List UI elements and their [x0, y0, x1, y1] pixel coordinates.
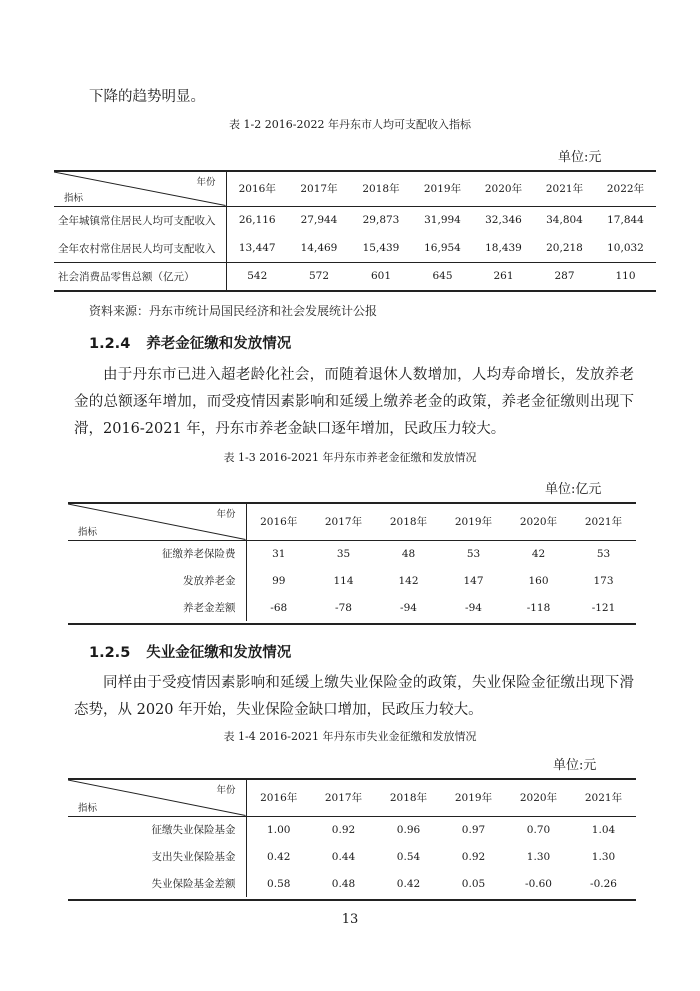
- table-cell: 32,346: [485, 214, 522, 227]
- income-table: [54, 172, 656, 290]
- table-row: [68, 567, 636, 594]
- table-cell: -118: [526, 601, 551, 614]
- section-title: 养老金征缴和发放情况: [146, 336, 292, 352]
- table-cell: 16,954: [424, 242, 461, 254]
- table-cell: 261: [493, 270, 514, 282]
- table-cell: 0.05: [461, 877, 486, 890]
- table-cell: 42: [531, 547, 546, 560]
- table-cell: 0.92: [331, 823, 356, 836]
- table-cell: -78: [335, 601, 352, 614]
- header-indicator-label: 指标: [78, 802, 98, 814]
- table-cell: 0.70: [526, 823, 551, 836]
- table-cell: -0.26: [590, 877, 617, 890]
- row-label: 征缴失业保险基金: [68, 816, 246, 843]
- table-cell: 48: [401, 547, 416, 560]
- column-header: 2016年: [246, 504, 311, 540]
- table-unit: 单位:亿元: [545, 482, 602, 497]
- section-number: 1.2.4: [89, 336, 131, 352]
- table-cell: 287: [554, 270, 575, 282]
- table-cell: 14,469: [300, 242, 338, 254]
- column-header: 2017年: [311, 504, 376, 540]
- table-cell: 0.42: [267, 850, 291, 863]
- table-corner-header: [54, 172, 226, 206]
- table-cell: 31: [272, 547, 286, 560]
- row-label: 社会消费品零售总额（亿元）: [54, 262, 226, 290]
- column-header: 2020年: [506, 504, 571, 540]
- table-row: [54, 234, 656, 262]
- header-year-label: 年份: [216, 509, 236, 520]
- section-heading: [89, 641, 291, 662]
- column-header: 2019年: [441, 504, 506, 540]
- table-cell: 173: [593, 574, 614, 587]
- table-cell: 53: [596, 547, 611, 560]
- column-header: 2018年: [376, 780, 441, 816]
- column-header: 2016年: [226, 172, 288, 206]
- column-header: 2021年: [571, 780, 636, 816]
- table-cell: -94: [400, 601, 417, 614]
- table-cell: 0.96: [396, 823, 421, 836]
- column-header: 2020年: [506, 780, 571, 816]
- table-caption: 表 1-3 2016-2021 年丹东市养老金征缴和发放情况: [223, 451, 477, 464]
- row-label: 发放养老金: [68, 567, 246, 594]
- table-unit: 单位:元: [558, 150, 602, 165]
- column-header: 2019年: [412, 172, 473, 206]
- table-row: [68, 843, 636, 870]
- table-cell: 1.00: [267, 823, 291, 836]
- row-label: 失业保险基金差额: [68, 870, 246, 897]
- column-header: 2017年: [288, 172, 350, 206]
- table-cell: 20,218: [546, 242, 583, 254]
- column-header: 2021年: [534, 172, 595, 206]
- column-header: 2018年: [350, 172, 412, 206]
- table-cell: 601: [370, 270, 392, 282]
- table-cell: 0.97: [461, 823, 486, 836]
- table-cell: 147: [463, 574, 484, 587]
- table-cell: 27,944: [300, 214, 338, 227]
- table-bottom-rule: [68, 623, 636, 625]
- table-cell: 542: [247, 270, 268, 282]
- table-cell: 142: [398, 574, 419, 587]
- table-cell: 10,032: [607, 242, 644, 254]
- row-label: 全年农村常住居民人均可支配收入: [54, 234, 226, 262]
- unemployment-table: [68, 780, 636, 897]
- table-cell: 18,439: [485, 242, 522, 254]
- table-cell: 13,447: [238, 242, 276, 254]
- table-cell: 0.92: [461, 850, 486, 863]
- column-header: 2020年: [473, 172, 534, 206]
- section-paragraph: 同样由于受疫情因素影响和延缓上缴失业保险金的政策，失业保险金征缴出现下滑态势，从 2020 年开始，失业保险金缺口增加，民政压力较大。: [74, 675, 634, 718]
- pension-table: [68, 504, 636, 621]
- section-number: 1.2.5: [89, 645, 131, 661]
- section-heading: [89, 332, 291, 353]
- table-row: [54, 262, 656, 290]
- section-title: 失业金征缴和发放情况: [146, 645, 292, 661]
- table-cell: -121: [591, 601, 616, 614]
- table-cell: -94: [465, 601, 482, 614]
- table-source-note: 资料来源：丹东市统计局国民经济和社会发展统计公报: [89, 304, 378, 318]
- table-row: [68, 870, 636, 897]
- table-cell: 29,873: [362, 214, 400, 227]
- table-cell: 35: [336, 547, 351, 560]
- table-cell: 31,994: [424, 214, 461, 227]
- table-cell: 1.30: [526, 850, 551, 863]
- column-header: 2019年: [441, 780, 506, 816]
- table-cell: 114: [333, 574, 354, 587]
- table-caption: 表 1-2 2016-2022 年丹东市人均可支配收入指标: [229, 118, 471, 131]
- column-header: 2018年: [376, 504, 441, 540]
- table-cell: 53: [466, 547, 481, 560]
- table-cell: -68: [270, 601, 288, 614]
- table-cell: 110: [615, 270, 636, 282]
- column-header: 2016年: [246, 780, 311, 816]
- table-cell: 26,116: [238, 214, 276, 227]
- table-row-rule: [54, 262, 656, 263]
- column-header: 2017年: [311, 780, 376, 816]
- column-header: 2021年: [571, 504, 636, 540]
- table-unit: 单位:元: [553, 758, 597, 773]
- row-label: 全年城镇常住居民人均可支配收入: [54, 206, 226, 234]
- table-cell: 1.30: [591, 850, 616, 863]
- page-number: 13: [341, 912, 359, 927]
- header-year-label: 年份: [216, 785, 236, 796]
- header-indicator-label: 指标: [78, 526, 98, 538]
- table-row: [68, 540, 636, 567]
- header-year-label: 年份: [196, 177, 216, 188]
- table-cell: 34,804: [546, 214, 583, 227]
- header-indicator-label: 指标: [64, 192, 84, 204]
- table-cell: 15,439: [362, 242, 400, 254]
- table-bottom-rule: [68, 899, 636, 901]
- table-row: [68, 816, 636, 843]
- table-cell: 17,844: [607, 214, 644, 227]
- table-cell: 0.44: [331, 850, 356, 863]
- table-caption: 表 1-4 2016-2021 年丹东市失业金征缴和发放情况: [223, 730, 477, 743]
- table-row: [68, 594, 636, 621]
- table-cell: 0.42: [396, 877, 421, 890]
- table-cell: 1.04: [591, 823, 616, 836]
- table-cell: 99: [272, 574, 286, 587]
- table-cell: 0.48: [331, 877, 356, 890]
- table-corner-header: [68, 504, 246, 540]
- table-cell: -0.60: [525, 877, 552, 890]
- row-label: 征缴养老保险费: [68, 540, 246, 567]
- table-cell: 572: [308, 270, 330, 282]
- table-cell: 160: [528, 574, 549, 587]
- table-row: [54, 206, 656, 234]
- row-label: 支出失业保险基金: [68, 843, 246, 870]
- section-paragraph: 由于丹东市已进入超老龄化社会，而随着退休人数增加，人均寿命增长，发放养老金的总额逐年增加，而受疫情因素影响和延缓上缴养老金的政策，养老金征缴则出现下滑，2016-2021 年，丹东市养老金缺口逐年增加，民政压力较大。: [74, 367, 634, 437]
- table-bottom-rule: [54, 290, 656, 292]
- intro-text: 下降的趋势明显。: [89, 89, 205, 105]
- table-cell: 0.54: [396, 850, 421, 863]
- column-header: 2022年: [595, 172, 656, 206]
- table-cell: 0.58: [267, 877, 291, 890]
- table-cell: 645: [432, 270, 453, 282]
- table-corner-header: [68, 780, 246, 816]
- row-label: 养老金差额: [68, 594, 246, 621]
